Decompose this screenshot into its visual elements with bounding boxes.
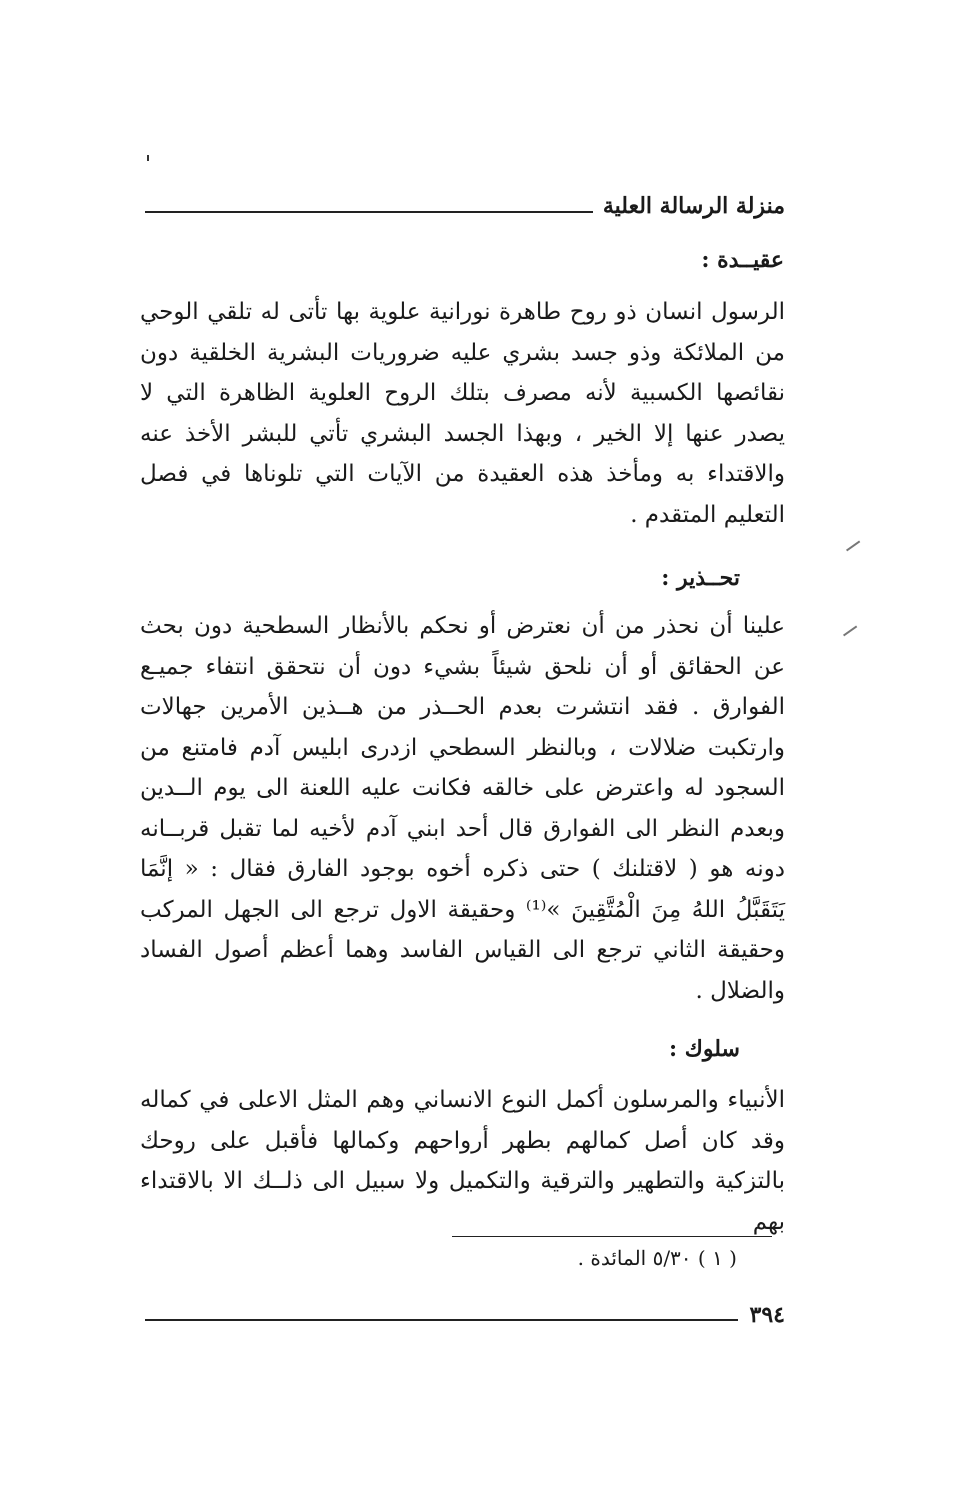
margin-mark: [846, 541, 860, 551]
header-rule: [145, 211, 593, 213]
running-header: [145, 188, 785, 224]
footer-rule: [145, 1319, 738, 1321]
section-text-sulook: الأنبياء والمرسلون أكمل النوع الانساني وهم المثل الاعلى في كماله وقد كان أصل كمالهم بطهر أرواحهم وكمالها فأقبل على روحك بالتزكية والتطهير والترقية والتكميل ولا سبيل الى ذلــك الا بالاقتداء بهم: [140, 1087, 785, 1235]
running-header-title: منزلة الرسالة العلية: [602, 193, 785, 219]
footnote-rule: [452, 1236, 772, 1237]
section-heading-tahdheer: تحــذير :: [661, 565, 740, 591]
section-heading-aqeeda: عقيــدة :: [701, 247, 784, 273]
margin-mark: [843, 626, 857, 636]
section-text-tahdheer: علينا أن نحذر من أن نعترض أو نحكم بالأنظار السطحية دون بحث عن الحقائق أو أن نلحق شيئاً بشيء دون أن نتحقق انتفاء جميـع الفوارق . فقد انتشرت بعدم الحــذر من هــذين الأمرين جهالات وارتكبت ضلالات ، وبالنظر السطحي ازدرى ابليس آدم فامتنع من السجود له واعترض على خالقه فكانت عليه اللعنة الى يوم الــدين وبعدم النظر الى الفوارق قال أحد ابني آدم لأخيه لما تقبل قربــانه دونه هو ( لاقتلنك ) حتى ذكره أخوه بوجود الفارق فقال : « إنَّمَا يَتَقَبَّلُ اللهُ مِنَ الْمُتَّقِينَ »⁽¹⁾ وحقيقة الاول ترجع الى الجهل المركب وحقيقة الثاني ترجع الى القياس الفاسد وهما أعظم أصول الفساد والضلال .: [140, 613, 785, 1004]
page-number: ٣٩٤: [749, 1302, 785, 1328]
page-footer: [145, 1300, 785, 1330]
section-heading-sulook: سلوك :: [669, 1036, 740, 1062]
section-text-aqeeda: الرسول انسان ذو روح طاهرة نورانية علوية بها تأتى له تلقي الوحي من الملائكة وذو جسد بشري عليه ضروريات البشرية الخلقية دون نقائصها الكسبية لأنه مصرف بتلك الروح العلوية الظاهرة التي لا يصدر عنها إلا الخير ، وبهذا الجسد البشري تأتي للبشر الأخذ عنه والاقتداء به ومأخذ هذه العقيدة من الآيات التي تلوناها في فصل التعليم المتقدم .: [140, 299, 785, 528]
footnote: ( ١ ) ٥/٣٠ المائدة .: [577, 1246, 737, 1270]
stray-mark: [147, 155, 149, 161]
